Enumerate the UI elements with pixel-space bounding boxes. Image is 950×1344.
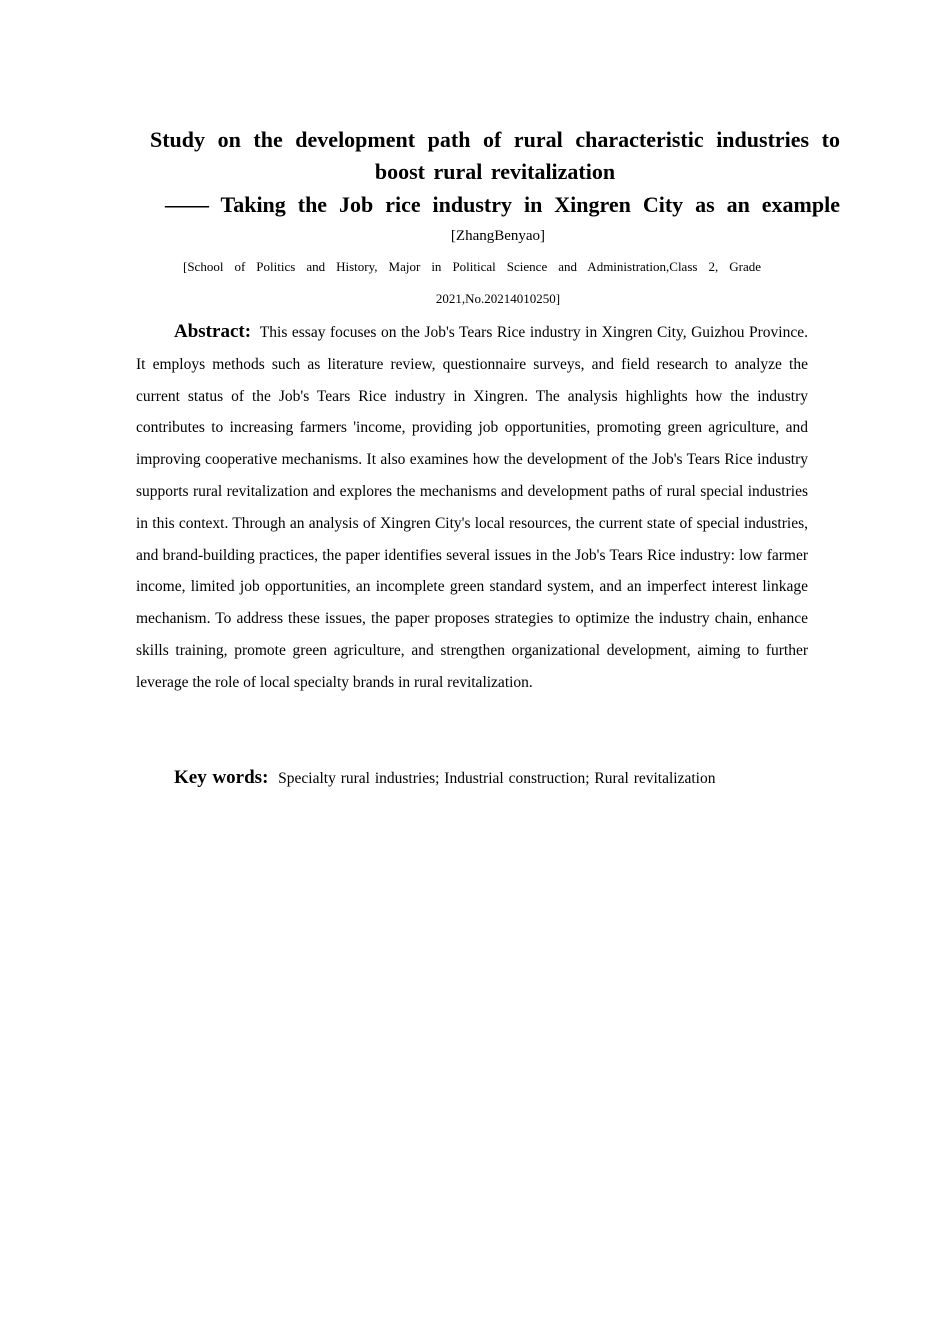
keywords-text: Specialty rural industries; Industrial construction; Rural revitalization bbox=[278, 770, 716, 787]
author-affiliation-line-1: [School of Politics and History, Major in Political Science and Administration,Class 2, Grade bbox=[183, 259, 761, 274]
paper-title-line-1: Study on the development path of rural characteristic industries to bbox=[150, 127, 840, 152]
paper-subtitle: —— Taking the Job rice industry in Xingren City as an example bbox=[165, 192, 840, 217]
paper-title-line-2: boost rural revitalization bbox=[374, 159, 616, 184]
keywords-label: Key words: bbox=[174, 767, 269, 788]
abstract-text: This essay focuses on the Job's Tears Rice industry in Xingren City, Guizhou Province. It employs methods such as literature review, questionnaire surveys, and field research to analyze the current status of the Job's Tears Rice industry in Xingren. The analysis highlights how the industry contributes to increasing farmers 'income, providing job opportunities, promoting green agriculture, and improving cooperative mechanisms. It also examines how the development of the Job's Tears Rice industry supports rural revitalization and explores the mechanisms and development paths of rural special industries in this context. Through an analysis of Xingren City's local resources, the current state of special industries, and brand-building practices, the paper identifies several issues in the Job's Tears Rice industry: low farmer income, limited job opportunities, an incomplete green standard system, and an imperfect interest linkage mechanism. To address these issues, the paper proposes strategies to optimize the industry chain, enhance skills training, promote green agriculture, and strengthen organizational development, aiming to further leverage the role of local specialty brands in rural revitalization. bbox=[136, 324, 808, 691]
keywords-paragraph bbox=[136, 764, 808, 793]
author-name: [ZhangBenyao] bbox=[450, 228, 546, 244]
abstract-paragraph bbox=[136, 316, 808, 699]
abstract-label: Abstract: bbox=[174, 321, 252, 342]
author-affiliation-line-2: 2021,No.20214010250] bbox=[435, 291, 561, 306]
